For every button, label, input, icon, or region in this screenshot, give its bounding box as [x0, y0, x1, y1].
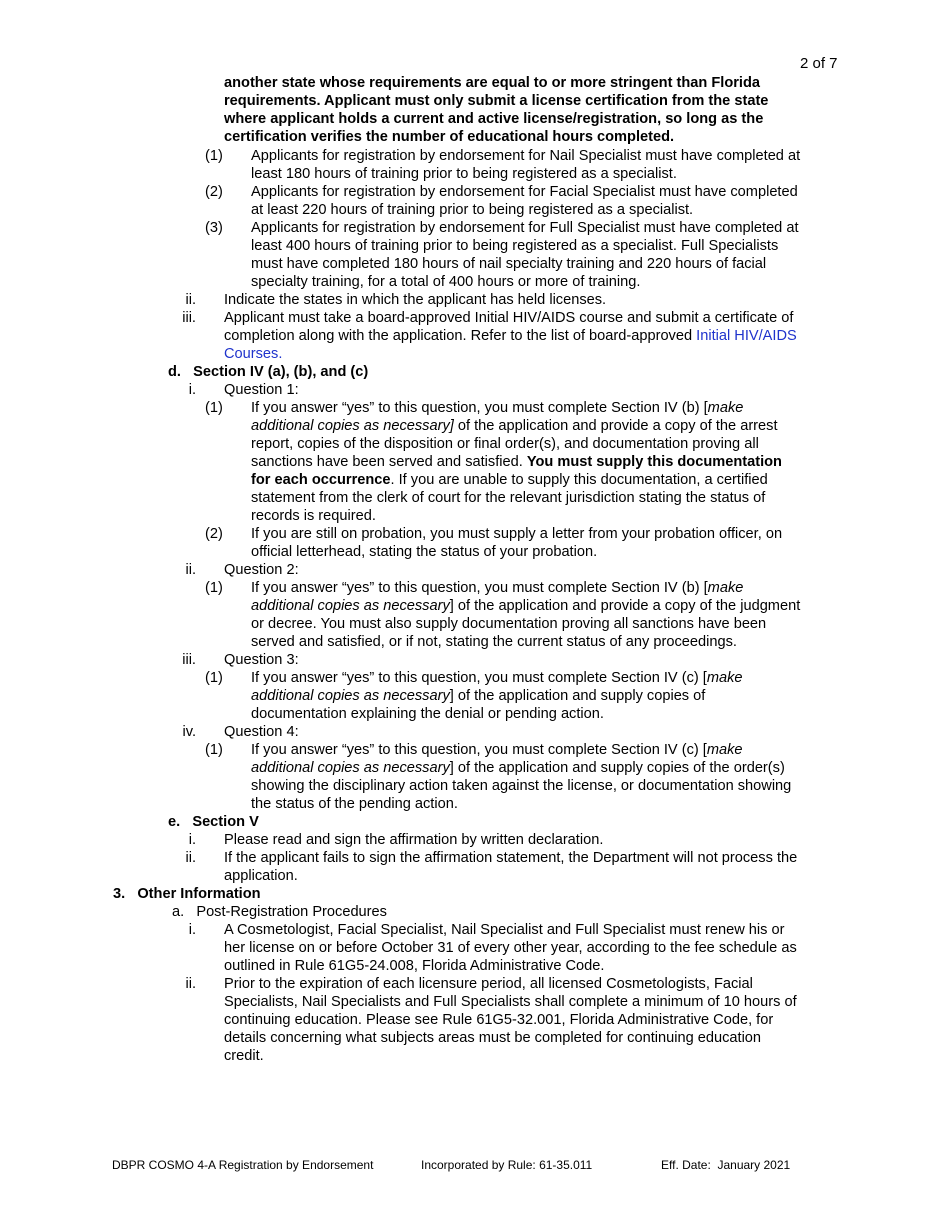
list-marker: (3) — [205, 220, 223, 236]
list-marker: (2) — [205, 526, 223, 542]
facial-specialist-line-2: at least 220 hours of training prior to being registered as a specialist. — [251, 202, 694, 218]
renewal-line-2: her license on or before October 31 of every other year, according to the fee schedule as — [224, 940, 797, 956]
text-run-italic: additional copies as necessary] — [251, 418, 454, 434]
footer-form-name: DBPR COSMO 4-A Registration by Endorsement — [112, 1158, 374, 1172]
hiv-course-line-1: Applicant must take a board-approved Initial HIV/AIDS course and submit a certificate of — [224, 310, 794, 326]
intro-line-4: certification verifies the number of educational hours completed. — [224, 129, 675, 145]
text-run-italic: additional copies as necessary — [251, 598, 450, 614]
question-3-label: Question 3: — [224, 652, 299, 668]
renewal-line-1: A Cosmetologist, Facial Specialist, Nail Specialist and Full Specialist must renew his or — [224, 922, 785, 938]
text-run: If you answer “yes” to this question, you must complete Section IV (c) [ — [251, 670, 707, 686]
affirmation-read-text: Please read and sign the affirmation by written declaration. — [224, 832, 604, 848]
text-run: ] of the application and provide a copy of the judgment — [449, 598, 801, 614]
list-marker: i. — [188, 382, 196, 398]
ce-line-4: details concerning what subjects areas must be completed for continuing education — [224, 1030, 762, 1046]
text-run: of the application and provide a copy of the arrest — [453, 418, 778, 434]
q1-item1-line-2 — [251, 417, 778, 435]
list-marker: (1) — [205, 400, 223, 416]
hiv-course-text: completion along with the application. Refer to the list of board-approved — [224, 328, 697, 344]
q3-item1-line-2 — [251, 687, 705, 705]
hiv-course-line-2 — [224, 327, 797, 345]
list-marker: ii. — [185, 292, 196, 308]
footer-rule: Incorporated by Rule: 61-35.011 — [421, 1158, 593, 1172]
q1-item1-line-3: report, copies of the disposition or final order(s), and documentation proving all — [251, 436, 759, 452]
list-marker: iv. — [182, 724, 196, 740]
list-marker: (1) — [205, 742, 223, 758]
list-marker: (1) — [205, 148, 223, 164]
hiv-courses-link[interactable]: Initial HIV/AIDS — [696, 328, 797, 344]
text-run-bold: for each occurrence — [251, 472, 391, 488]
q4-item1-line-4: the status of the pending action. — [251, 796, 458, 812]
text-run-italic: make — [707, 580, 744, 596]
list-marker: i. — [188, 922, 196, 938]
ce-line-1: Prior to the expiration of each licensure period, all licensed Cosmetologists, Facial — [224, 976, 753, 992]
list-marker: iii. — [182, 310, 196, 326]
hiv-courses-period: . — [278, 346, 283, 362]
affirmation-fail-line-1: If the applicant fails to sign the affirmation statement, the Department will not process the — [224, 850, 798, 866]
hiv-courses-link-cont[interactable]: Courses — [224, 346, 279, 362]
ce-line-2: Specialists, Nail Specialists and Full Specialists shall complete a minimum of 10 hours of — [224, 994, 797, 1010]
states-held-text: Indicate the states in which the applicant has held licenses. — [224, 292, 607, 308]
text-run-italic: additional copies as necessary — [251, 688, 450, 704]
list-marker: ii. — [185, 976, 196, 992]
text-run: . If you are unable to supply this documentation, a certified — [390, 472, 768, 488]
text-run-italic: additional copies as necessary — [251, 760, 450, 776]
question-1-label: Question 1: — [224, 382, 299, 398]
footer-eff-date: Eff. Date: January 2021 — [661, 1158, 791, 1172]
nail-specialist-line-1: Applicants for registration by endorsement for Nail Specialist must have completed at — [251, 148, 801, 164]
intro-line-2: requirements. Applicant must only submit a license certification from the state — [224, 93, 769, 109]
text-run: ] of the application and supply copies of — [449, 688, 706, 704]
question-4-label: Question 4: — [224, 724, 299, 740]
text-run: If you answer “yes” to this question, you must complete Section IV (b) [ — [251, 400, 708, 416]
intro-line-1: another state whose requirements are equal to or more stringent than Florida — [224, 75, 761, 91]
q1-item1-line-4 — [251, 453, 782, 471]
text-run: If you answer “yes” to this question, you must complete Section IV (c) [ — [251, 742, 707, 758]
affirmation-fail-line-2: application. — [224, 868, 298, 884]
page-number: 2 of 7 — [800, 55, 838, 72]
full-specialist-line-1: Applicants for registration by endorsement for Full Specialist must have completed at — [251, 220, 799, 236]
list-marker: iii. — [182, 652, 196, 668]
section-d-heading: d. Section IV (a), (b), and (c) — [168, 364, 369, 380]
q1-item1-line-1 — [251, 399, 743, 417]
q3-item1-line-3: documentation explaining the denial or pending action. — [251, 706, 604, 722]
ce-line-5: credit. — [224, 1048, 264, 1064]
q3-item1-line-1 — [251, 669, 743, 687]
text-run-italic: make — [706, 670, 743, 686]
section-e-heading: e. Section V — [168, 814, 259, 830]
list-marker: (1) — [205, 670, 223, 686]
q4-item1-line-1 — [251, 741, 743, 759]
list-marker: ii. — [185, 850, 196, 866]
intro-line-3: where applicant holds a current and active license/registration, so long as the — [224, 111, 764, 127]
q4-item1-line-2 — [251, 759, 785, 777]
full-specialist-line-2: least 400 hours of training prior to being registered as a specialist. Full Specialists — [251, 238, 779, 254]
hiv-course-line-3 — [224, 345, 282, 363]
nail-specialist-line-2: least 180 hours of training prior to being registered as a specialist. — [251, 166, 677, 182]
q1-item1-line-5 — [251, 471, 768, 489]
q2-item1-line-2 — [251, 597, 800, 615]
q2-item1-line-4: served and satisfied, or if not, stating the current status of any proceedings. — [251, 634, 737, 650]
text-run-italic: make — [706, 742, 743, 758]
full-specialist-line-3: must have completed 180 hours of nail specialty training and 220 hours of facial — [251, 256, 767, 272]
q1-item2-line-1: If you are still on probation, you must supply a letter from your probation officer, on — [251, 526, 783, 542]
q4-item1-line-3: showing the disciplinary action taken against the license, or documentation showing — [251, 778, 792, 794]
section-3-heading: 3. Other Information — [113, 886, 261, 902]
q1-item1-line-7: records is required. — [251, 508, 376, 524]
text-run: sanctions have been served and satisfied. — [251, 454, 527, 470]
list-marker: (1) — [205, 580, 223, 596]
text-run: ] of the application and supply copies of the order(s) — [449, 760, 785, 776]
text-run-bold: You must supply this documentation — [526, 454, 782, 470]
list-marker: ii. — [185, 562, 196, 578]
q2-item1-line-1 — [251, 579, 743, 597]
q1-item2-line-2: official letterhead, stating the status of your probation. — [251, 544, 598, 560]
text-run-italic: make — [707, 400, 744, 416]
list-marker: (2) — [205, 184, 223, 200]
post-registration-label: a. Post-Registration Procedures — [172, 904, 387, 920]
renewal-line-3: outlined in Rule 61G5-24.008, Florida Administrative Code. — [224, 958, 605, 974]
ce-line-3: continuing education. Please see Rule 61G5-32.001, Florida Administrative Code, for — [224, 1012, 774, 1028]
list-marker: i. — [188, 832, 196, 848]
facial-specialist-line-1: Applicants for registration by endorsement for Facial Specialist must have completed — [251, 184, 798, 200]
q1-item1-line-6: statement from the clerk of court for the relevant jurisdiction stating the status of — [251, 490, 766, 506]
question-2-label: Question 2: — [224, 562, 299, 578]
q2-item1-line-3: or decree. You must also supply documentation proving all sanctions have been — [251, 616, 767, 632]
text-run: If you answer “yes” to this question, you must complete Section IV (b) [ — [251, 580, 708, 596]
full-specialist-line-4: specialty training, for a total of 400 hours or more of training. — [251, 274, 641, 290]
